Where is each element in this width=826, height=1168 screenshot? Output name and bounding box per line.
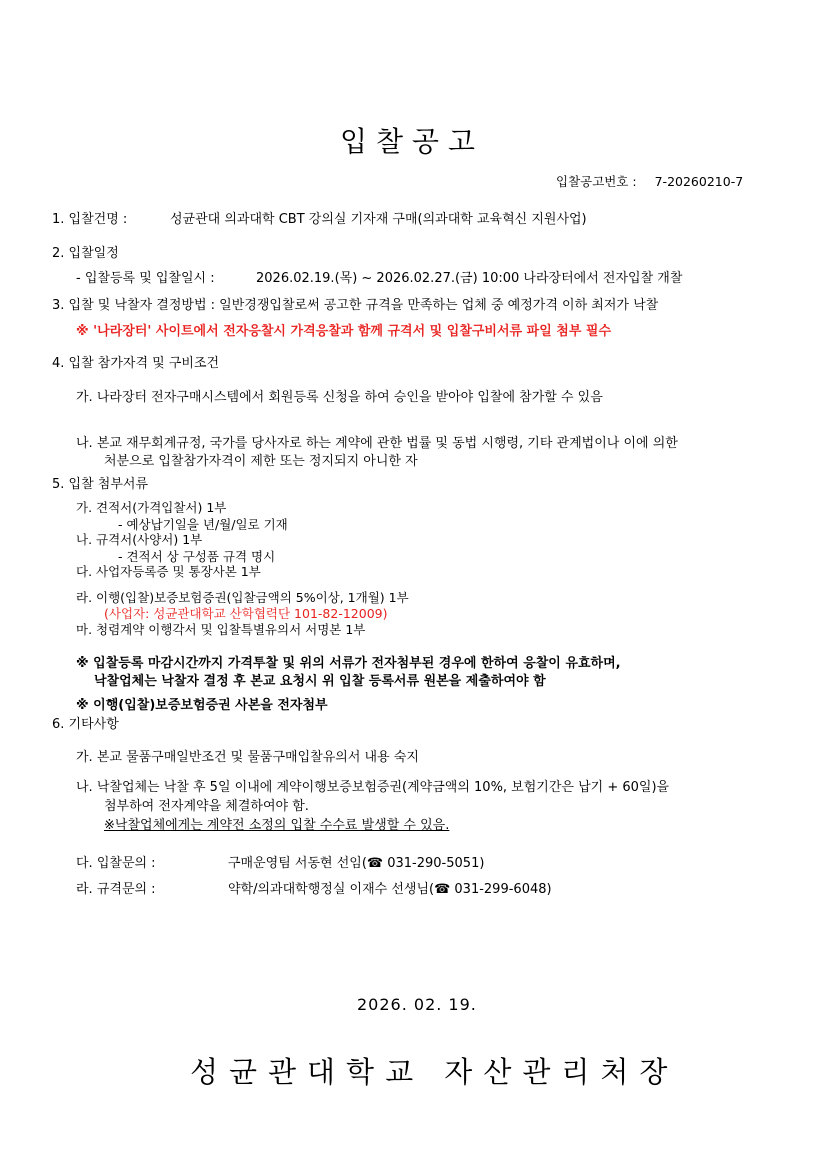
section-6-da-value: 구매운영팀 서동현 선임(☎ 031-290-5051) [228,856,485,871]
section-5-na-sub: - 견적서 상 구성품 규격 명시 [118,549,276,564]
section-5-ga: 가. 견적서(가격입찰서) 1부 [76,500,227,515]
section-2-item-label: - 입찰등록 및 입찰일시 : [76,271,215,286]
section-4-item-na-line1: 나. 본교 재무회계규정, 국가를 당사자로 하는 계약에 관한 법률 및 동법 시행령, 기타 관계법이나 이에 의한 [76,436,678,451]
section-3-heading: 3. 입찰 및 낙찰자 결정방법 : 일반경쟁입찰로써 공고한 규격을 만족하는 업체 중 예정가격 이하 최저가 낙찰 [52,298,659,313]
section-6-na-line1: 나. 낙찰업체는 낙찰 후 5일 이내에 계약이행보증보험증권(계약금액의 10%, 보험기간은 납기 + 60일)을 [76,780,670,795]
notice-number [556,172,743,190]
issuer-signature-line: 성균관대학교 자산관리처장 [190,1055,679,1089]
section-5-heading: 5. 입찰 첨부서류 [52,477,149,492]
section-5-ra: 라. 이행(입찰)보증보험증권(입찰금액의 5%이상, 1개월) 1부 [76,590,409,605]
section-6-ra-value: 약학/의과대학행정실 이재수 선생님(☎ 031-299-6048) [228,882,552,897]
section-6-na-line2: 첨부하여 전자계약을 체결하여야 함. [104,799,309,814]
section-5-note1-line1: ※ 입찰등록 마감시간까지 가격투찰 및 위의 서류가 전자첨부된 경우에 한하여 응찰이 유효하며, [76,656,621,671]
section-6-heading: 6. 기타사항 [52,717,119,732]
issue-date: 2026. 02. 19. [357,995,477,1014]
section-5-ga-sub: - 예상납기일을 년/월/일로 기재 [118,517,288,532]
section-5-ma: 마. 청렴계약 이행각서 및 입찰특별유의서 서명본 1부 [76,622,366,637]
section-6-ra-label: 라. 규격문의 : [76,882,156,897]
notice-number-label: 입찰공고번호 : [556,174,637,189]
document-title: 입 찰 공 고 [340,125,475,158]
section-5-note1-line2: 낙찰업체는 낙찰자 결정 후 본교 요청시 위 입찰 등록서류 원본을 제출하여야 함 [94,674,546,689]
section-5-ra-sub: (사업자: 성균관대학교 산학협력단 101-82-12009) [104,606,388,621]
section-6-na-note: ※낙찰업체에게는 계약전 소정의 입찰 수수료 발생할 수 있음. [104,818,450,833]
section-3-note: ※ '나라장터' 사이트에서 전자응찰시 가격응찰과 함께 규격서 및 입찰구비서류 파일 첨부 필수 [76,324,612,339]
section-6-ga: 가. 본교 물품구매일반조건 및 물품구매입찰유의서 내용 숙지 [76,750,419,765]
section-4-item-na-line2: 처분으로 입찰참가자격이 제한 또는 정지되지 아니한 자 [104,454,418,469]
section-6-da-label: 다. 입찰문의 : [76,856,156,871]
section-5-na: 나. 규격서(사양서) 1부 [76,532,203,547]
section-4-heading: 4. 입찰 참가자격 및 구비조건 [52,356,220,371]
section-5-da: 다. 사업자등록증 및 통장사본 1부 [76,564,261,579]
section-5-note2: ※ 이행(입찰)보증보험증권 사본을 전자첨부 [76,698,328,713]
section-1-value: 성균관대 의과대학 CBT 강의실 기자재 구매(의과대학 교육혁신 지원사업) [170,212,587,227]
section-2-heading: 2. 입찰일정 [52,246,119,261]
section-1-heading: 1. 입찰건명 : [52,212,128,227]
notice-number-value: 7-20260210-7 [654,174,744,189]
section-2-item-value: 2026.02.19.(목) ~ 2026.02.27.(금) 10:00 나라장터에서 전자입찰 개찰 [256,271,683,286]
section-4-item-ga: 가. 나라장터 전자구매시스템에서 회원등록 신청을 하여 승인을 받아야 입찰에 참가할 수 있음 [76,390,603,405]
